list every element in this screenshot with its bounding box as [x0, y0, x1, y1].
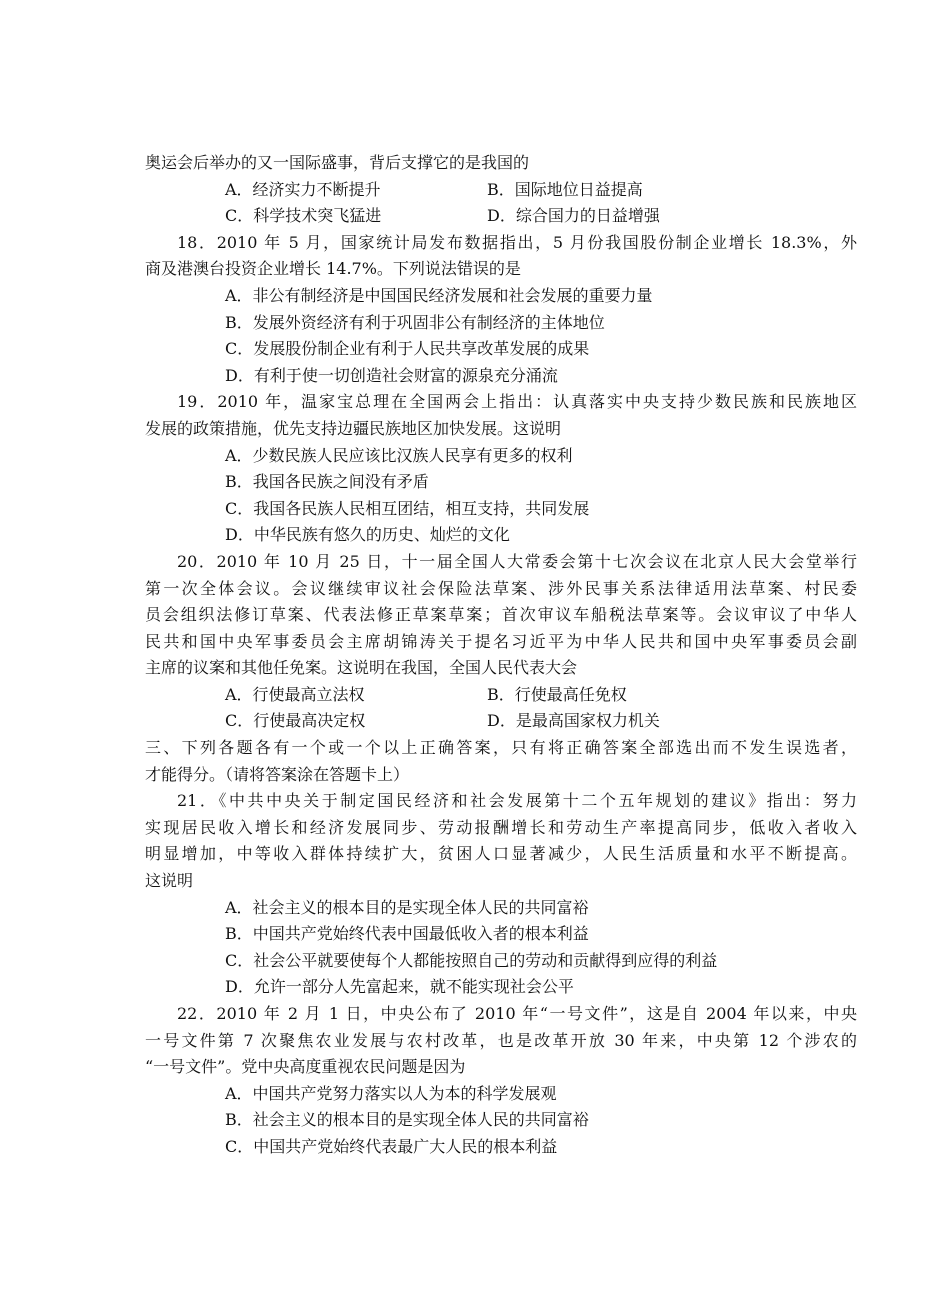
option-a: A．社会主义的根本目的是实现全体人民的共同富裕	[225, 897, 589, 917]
question-18-stem: 18．2010 年 5 月，国家统计局发布数据指出，5 月份我国股份制企业增长 18.3%，外	[177, 232, 857, 252]
option-b: B．国际地位日益提高	[487, 179, 643, 199]
question-21-stem-cont: 这说明	[145, 871, 194, 891]
document-page	[145, 150, 857, 1161]
question-22-stem: 22．2010 年 2 月 1 日，中央公布了 2010 年“一号文件”，这是自 2004 年以来，中央	[177, 1004, 857, 1023]
option-b: B．行使最高任免权	[487, 684, 627, 704]
option-c: C．我国各民族人民相互团结，相互支持，共同发展	[225, 498, 590, 518]
question-20-stem-cont: 主席的议案和其他任免案。这说明在我国，全国人民代表大会	[145, 658, 578, 678]
question-22-stem-cont: “一号文件”。党中央高度重视农民问题是因为	[145, 1057, 466, 1077]
section-heading-cont: 才能得分。（请将答案涂在答题卡上）	[145, 764, 410, 784]
option-a: A．经济实力不断提升	[225, 179, 381, 199]
option-a: A．行使最高立法权	[225, 684, 365, 704]
option-c: C．行使最高决定权	[225, 711, 366, 731]
option-d: D．综合国力的日益增强	[487, 206, 660, 226]
option-row	[145, 203, 857, 230]
option-c: C．科学技术突飞猛进	[225, 206, 382, 226]
option-a: A．非公有制经济是中国国民经济发展和社会发展的重要力量	[225, 285, 653, 305]
option-row	[145, 177, 857, 204]
option-b: B．中国共产党始终代表中国最低收入者的根本利益	[225, 924, 589, 944]
question-21-stem-cont: 实现居民收入增长和经济发展同步、劳动报酬增长和劳动生产率提高同步，低收入者收入	[145, 817, 857, 837]
option-a: A．少数民族人民应该比汉族人民享有更多的权利	[225, 445, 573, 465]
question-19-stem: 19．2010 年，温家宝总理在全国两会上指出：认真落实中央支持少数民族和民族地区	[177, 392, 857, 412]
option-c: C．社会公平就要使每个人都能按照自己的劳动和贡献得到应得的利益	[225, 950, 718, 970]
question-20-stem: 20．2010 年 10 月 25 日，十一届全国人大常委会第十七次会议在北京人民大会堂举行	[177, 551, 857, 571]
option-c: C．发展股份制企业有利于人民共享改革发展的成果	[225, 339, 590, 359]
option-c: C．中国共产党始终代表最广大人民的根本利益	[225, 1136, 558, 1156]
question-19-stem-cont: 发展的政策措施，优先支持边疆民族地区加快发展。这说明	[145, 418, 562, 438]
question-20-stem-cont: 第一次全体会议。会议继续审议社会保险法草案、涉外民事关系法律适用法草案、村民委	[145, 578, 857, 598]
option-d: D．是最高国家权力机关	[487, 711, 660, 731]
question-22-stem-cont: 一号文件第 7 次聚焦农业发展与农村改革，也是改革开放 30 年来，中央第 12 个涉农的	[145, 1030, 857, 1050]
option-b: B．我国各民族之间没有矛盾	[225, 472, 429, 492]
option-d: D．中华民族有悠久的历史、灿烂的文化	[225, 525, 510, 545]
question-20-stem-cont: 民共和国中央军事委员会主席胡锦涛关于提名习近平为中华人民共和国中央军事委员会副	[145, 631, 857, 651]
option-d: D．允许一部分人先富起来，就不能实现社会公平	[225, 977, 574, 997]
question-21-stem-cont: 明显增加，中等收入群体持续扩大，贫困人口显著减少，人民生活质量和水平不断提高。	[145, 844, 857, 864]
question-21-stem: 21．《中共中央关于制定国民经济和社会发展第十二个五年规划的建议》指出：努力	[177, 791, 857, 811]
option-d: D．有利于使一切创造社会财富的源泉充分涌流	[225, 365, 558, 385]
question-18-stem-cont: 商及港澳台投资企业增长 14.7%。下列说法错误的是	[145, 259, 521, 279]
section-heading: 三、下列各题各有一个或一个以上正确答案，只有将正确答案全部选出而不发生误选者，	[145, 738, 857, 758]
question-20-stem-cont: 员会组织法修订草案、代表法修正草案草案；首次审议车船税法草案等。会议审议了中华人	[145, 605, 857, 625]
option-a: A．中国共产党努力落实以人为本的科学发展观	[225, 1083, 557, 1103]
option-row	[145, 708, 857, 735]
option-row	[145, 682, 857, 709]
option-b: B．发展外资经济有利于巩固非公有制经济的主体地位	[225, 312, 605, 332]
option-b: B．社会主义的根本目的是实现全体人民的共同富裕	[225, 1110, 589, 1130]
text-line: 奥运会后举办的又一国际盛事，背后支撑它的是我国的	[145, 153, 530, 172]
